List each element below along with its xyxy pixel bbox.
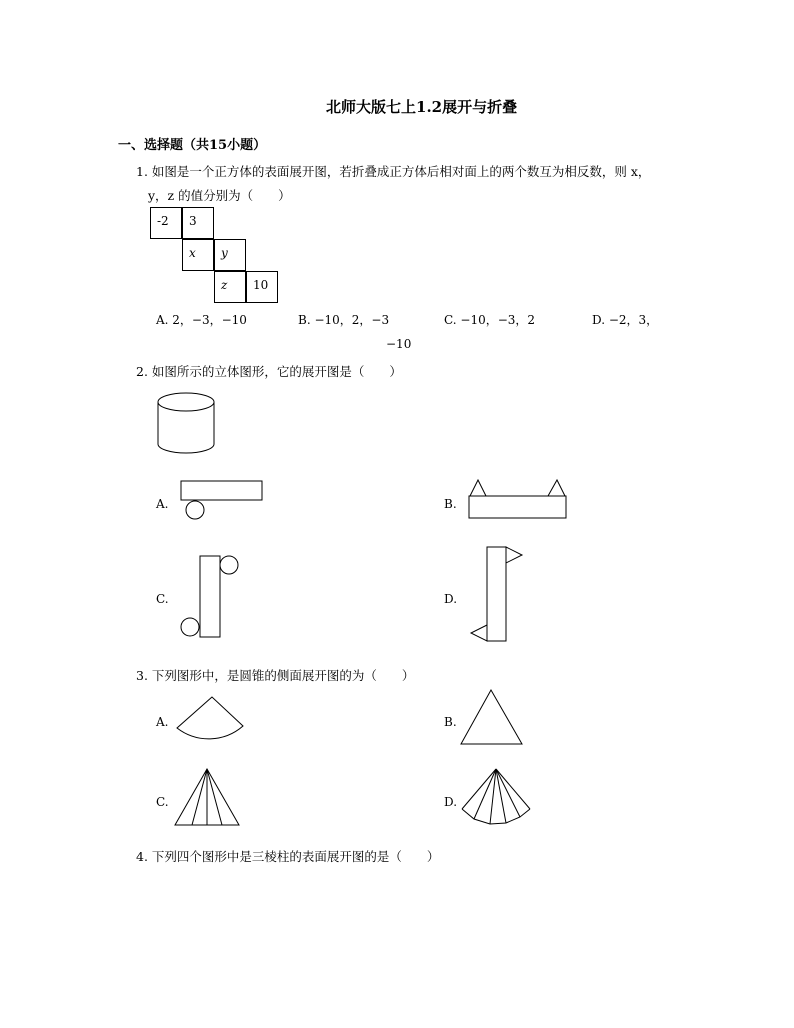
q2-option-d-label[interactable]: D. [444, 592, 458, 606]
net-option-c-figure [178, 553, 242, 641]
q2-option-a-label[interactable]: A. [156, 497, 169, 511]
sector-figure [174, 695, 246, 745]
net-option-b-figure [468, 478, 570, 522]
q1-option-a[interactable]: A. 2，−3，−10 [156, 313, 247, 327]
q3-option-c-label[interactable]: C. [156, 795, 169, 809]
q2-option-c-label[interactable]: C. [156, 592, 169, 606]
question-2-text: 2. 如图所示的立体图形，它的展开图是（ ） [136, 364, 402, 379]
fan-net-figure [460, 767, 534, 827]
question-1-line-1: 1. 如图是一个正方体的表面展开图，若折叠成正方体后相对面上的两个数互为相反数，则 x， [136, 164, 651, 179]
page-title: 北师大版七上1.2展开与折叠 [326, 98, 518, 116]
net-cell: 10 [246, 271, 278, 303]
net-option-d-figure [469, 545, 527, 645]
q3-option-a-label[interactable]: A. [156, 715, 169, 729]
net-cell: 3 [182, 207, 214, 239]
q1-option-c[interactable]: C. −10，−3，2 [444, 313, 536, 327]
q1-option-d-continued: −10 [386, 337, 412, 351]
question-1-line-2: y，z 的值分别为（ ） [148, 188, 291, 203]
cylinder-figure [157, 392, 217, 458]
question-3-text: 3. 下列图形中，是圆锥的侧面展开图的为（ ） [136, 668, 415, 683]
q3-option-b-label[interactable]: B. [444, 715, 457, 729]
triangle-figure [459, 688, 525, 748]
net-option-a-figure [180, 480, 266, 522]
q1-option-b[interactable]: B. −10，2，−3 [298, 313, 390, 327]
q1-option-d[interactable]: D. −2，3， [592, 313, 659, 327]
net-cell: -2 [150, 207, 182, 239]
net-cell: y [214, 239, 246, 271]
question-4-text: 4. 下列四个图形中是三棱柱的表面展开图的是（ ） [136, 849, 440, 864]
q3-option-d-label[interactable]: D. [444, 795, 458, 809]
net-cell: x [182, 239, 214, 271]
pyramid-net-figure [172, 767, 242, 829]
net-cell: z [214, 271, 246, 303]
q2-option-b-label[interactable]: B. [444, 497, 457, 511]
section-heading: 一、选择题（共15小题） [118, 138, 267, 153]
